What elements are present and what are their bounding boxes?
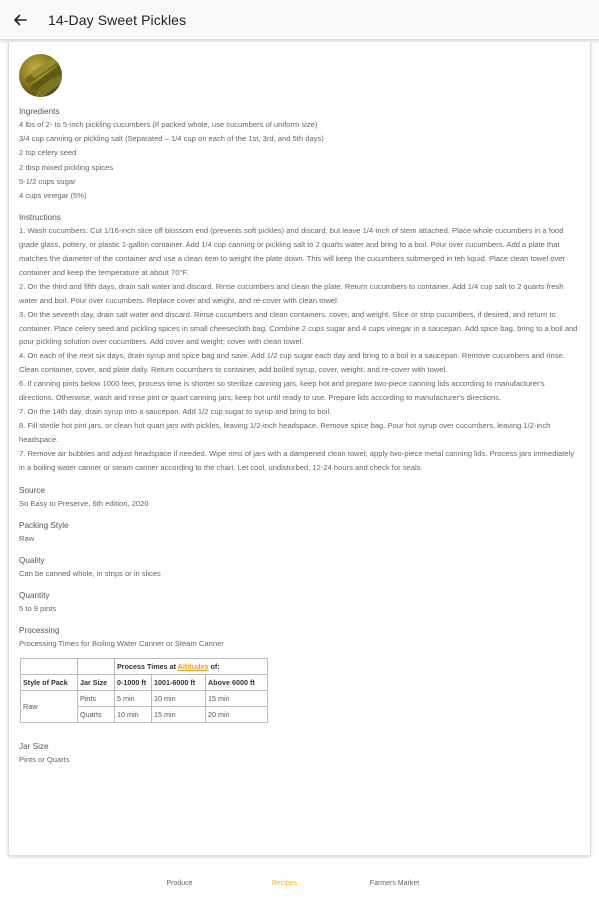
instruction-step: 4. On each of the next six days, drain syrup and spice bag and save. Add 1/2 cup sugar each day and bring to a boil in a saucepan. Remove cucumbers and rinse. Clean container, cover, and plate daily. Return cucumbers to container, add boiled syrup, cover, weight, and re-cover with towel. [19, 351, 565, 375]
quality-value: Can be canned whole, in strips or in slices [19, 568, 161, 578]
source-value: So Easy to Preserve, 6th edition, 2020 [19, 498, 149, 508]
instruction-step: 7. Remove air bubbles and adjust headspace if needed. Wipe rims of jars with a dampened clean towel; apply two-piece metal canning lids. Process jars immediately in a boiling water canner or steam canner according to the chart. Let cool, undisturbed, 12-24 hours and check for seals. [19, 448, 575, 472]
recipe-card [8, 42, 591, 856]
table-cell: 20 min [206, 706, 268, 722]
source-label: Source [19, 485, 45, 495]
processing-label: Processing [19, 626, 60, 636]
jar-size-value: Pints or Quarts [19, 754, 70, 764]
recipe-thumbnail [19, 54, 62, 97]
page-title: 14-Day Sweet Pickles [48, 11, 187, 28]
group-header-prefix: Process Times at [117, 661, 178, 671]
ingredient-item: 3/4 cup canning or pickling salt (Separated – 1/4 cup on each of the 1st, 3rd, and 5th days) [19, 134, 324, 144]
ingredient-item: 2 tbsp mixed pickling spices [19, 162, 114, 172]
table-cell: Raw [21, 690, 78, 722]
ingredient-item: 4 cups vinegar (5%) [19, 191, 87, 201]
table-header-cell: Jar Size [78, 674, 115, 690]
arrow-left-icon [13, 13, 27, 27]
quantity-value: 5 to 9 pints [19, 604, 57, 614]
instruction-step: 7. On the 14th day, drain syrup into a saucepan. Add 1/2 cup sugar to syrup and bring to boil. [19, 407, 332, 416]
quantity-label: Quantity [19, 591, 50, 601]
quality-label: Quality [19, 555, 45, 565]
instruction-step: 3. On the seventh day, drain salt water and discard. Rinse cucumbers and clean containers, cover, and weight. Slice or strip cucumbers, if desired, and return to container. Place celery seed and pickling spices in small cheesecloth bag. Combine 2 cups sugar and 4 cups vinegar in a saucepan. Add spice bag, bring to a boil and pour pickling solution over cucumbers. Add cover and weight; cover with clean towel. [19, 309, 578, 347]
instruction-step: 2. On the third and fifth days, drain salt water and discard. Rinse cucumbers and clean the plate. Return cucumbers to container. Add 1/4 cup salt to 2 quarts fresh water and boil. Pour over cucumbers. Replace cover and weight, and re-cover with clean towel. [19, 281, 564, 305]
table-header-cell: 1001-6000 ft [152, 674, 206, 690]
instruction-step: 8. Fill sterile hot pint jars, or clean hot quart jars with pickles, leaving 1/2-inch headspace. Remove spice bag. Pour hot syrup over cucumbers, leaving 1/2-inch headspace. [19, 420, 551, 444]
table-header-cell: 0-1000 ft [115, 674, 152, 690]
altitude-group-header [115, 658, 268, 674]
ingredient-item: 5-1/2 cups sugar [19, 176, 76, 186]
packing-style-label: Packing Style [19, 520, 69, 530]
ingredients-list [19, 118, 580, 203]
group-header-suffix: of: [208, 661, 220, 671]
table-row [21, 674, 268, 690]
table-cell: 10 min [152, 690, 206, 706]
ingredient-item: 2 tsp celery seed [19, 148, 77, 158]
ingredients-label: Ingredients [19, 107, 60, 116]
table-cell-empty [78, 658, 115, 674]
table-cell: 10 min [115, 706, 152, 722]
processing-table [20, 658, 268, 723]
table-cell: Quarts [78, 706, 115, 722]
back-button[interactable] [0, 0, 40, 40]
table-header-cell: Above 6000 ft [206, 674, 268, 690]
table-header-cell: Style of Pack [21, 674, 78, 690]
jar-size-label: Jar Size [19, 741, 49, 751]
instructions-label: Instructions [19, 213, 61, 223]
app-bar [0, 0, 599, 40]
nav-item-recipes[interactable]: Recipes [271, 879, 298, 887]
table-cell: 15 min [152, 706, 206, 722]
table-cell-empty [21, 658, 78, 674]
table-cell: 5 min [115, 690, 152, 706]
table-cell: 15 min [206, 690, 268, 706]
ingredient-item: 4 lbs of 2- to 5-inch pickling cucumbers (If packed whole, use cucumbers of uniform size) [19, 120, 318, 129]
table-row [21, 658, 268, 674]
table-cell: Pints [78, 690, 115, 706]
instruction-step: 1. Wash cucumbers. Cut 1/16-inch slice off blossom end (prevents soft pickles) and discard, but leave 1/4-inch of stem attached. Place whole cucumbers in a food grade glass, pottery, or plastic 1-gallon container. Add 1/4 cup canning or pickling salt to 2 quarts water and bring to a boil. Pour over cucumbers. Add a plate that matches the diameter of the container and use a clean item to weight the plate down. This will keep the cucumbers submerged in teh liquid. Place clean towel over container and keep the temperature at about 70°F. [19, 226, 566, 277]
instruction-step: 6. If canning pints below 1000 feet, process time is shorter so sterilize canning jars, keep hot and prepare two-piece canning lids according to manufacturer's directions. Otherwise, wash and rinse pint or quart canning jars; keep hot until ready to use. Prepare lids according to manufacturer's directions. [19, 379, 545, 403]
nav-item-farmers-market[interactable]: Farmers Market [369, 879, 420, 887]
bottom-navigation [0, 866, 599, 900]
table-row [21, 690, 268, 706]
instructions-list [19, 224, 580, 474]
processing-caption: Processing Times for Boiling Water Canner or Steam Canner [19, 639, 224, 649]
packing-style-value: Raw [19, 533, 35, 543]
altitudes-link[interactable]: Altitudes [177, 661, 209, 671]
nav-item-produce[interactable]: Produce [166, 879, 193, 887]
